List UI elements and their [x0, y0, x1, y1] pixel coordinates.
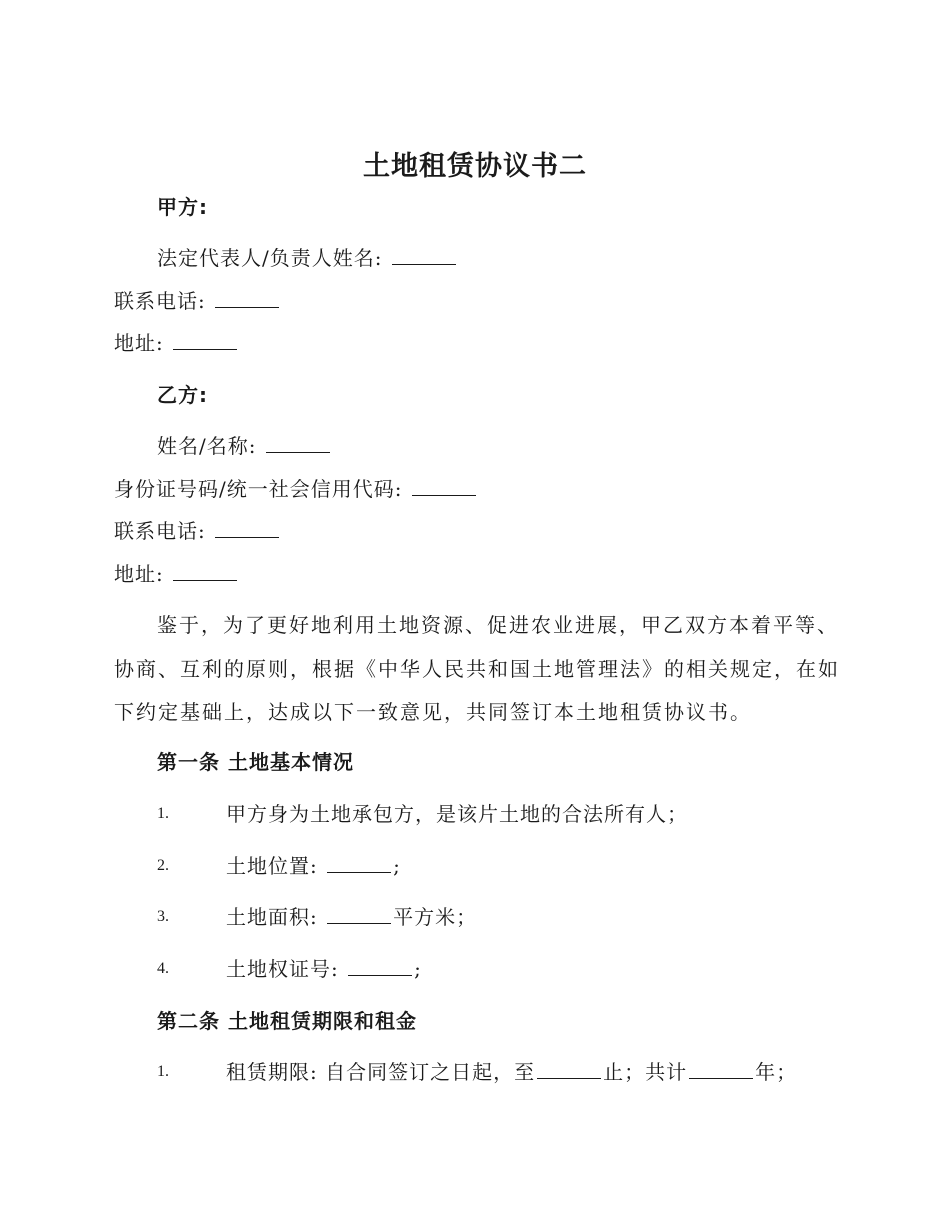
party-a-phone-blank	[215, 287, 279, 308]
article-1-item-2-blank	[327, 852, 391, 873]
article-2-item-1-suffix: 年；	[755, 1060, 798, 1084]
article-1-item-2-label: 土地位置:	[226, 854, 318, 878]
party-b-name-line	[157, 432, 332, 460]
article-1-item-3-blank	[327, 903, 391, 924]
preamble-line-1: 鉴于，为了更好地利用土地资源、促进农业进展，甲乙双方本着平等、	[157, 613, 839, 637]
party-b-id-label: 身份证号码/统一社会信用代码:	[114, 477, 403, 501]
article-1-heading: 第一条 土地基本情况	[157, 750, 354, 774]
party-b-phone-blank	[215, 517, 279, 538]
party-b-name-blank	[266, 432, 330, 453]
party-a-phone-line	[114, 287, 281, 315]
article-2-item-1-mid: 止；共计	[603, 1060, 688, 1084]
party-a-rep-label: 法定代表人/负责人姓名:	[157, 246, 383, 270]
party-a-address-blank	[173, 329, 237, 350]
party-b-address-line	[114, 560, 239, 588]
party-a-address-label: 地址:	[114, 331, 164, 355]
article-1-item-2-line	[226, 852, 401, 880]
party-b-name-label: 姓名/名称:	[157, 434, 257, 458]
party-b-id-blank	[412, 475, 476, 496]
article-2-item-1-label: 租赁期限: 自合同签订之日起，至	[226, 1060, 536, 1084]
article-1-item-4-number: 4.	[157, 960, 169, 977]
party-b-heading: 乙方:	[157, 383, 208, 407]
party-b-id-line	[114, 475, 478, 503]
party-b-address-blank	[173, 560, 237, 581]
article-1-item-4-label: 土地权证号:	[226, 957, 339, 981]
party-a-rep-blank	[392, 244, 456, 265]
article-1-item-3-number: 3.	[157, 908, 169, 925]
document-title: 土地租赁协议书二	[363, 151, 587, 182]
article-1-item-1-text: 甲方身为土地承包方，是该片土地的合法所有人；	[226, 802, 688, 826]
party-a-phone-label: 联系电话:	[114, 289, 206, 313]
article-1-item-3-line	[226, 903, 477, 931]
article-1-item-2-number: 2.	[157, 857, 169, 874]
article-2-item-1-years-blank	[689, 1058, 753, 1079]
preamble-line-3: 下约定基础上，达成以下一致意见，共同签订本土地租赁协议书。	[114, 700, 752, 724]
article-1-item-4-blank	[348, 955, 412, 976]
article-1-item-2-suffix: ;	[393, 854, 401, 878]
article-2-item-1-number: 1.	[157, 1063, 169, 1080]
article-1-item-4-suffix: ;	[414, 957, 422, 981]
article-2-heading: 第二条 土地租赁期限和租金	[157, 1009, 417, 1033]
party-a-rep-line	[157, 244, 458, 272]
article-2-item-1-end-blank	[537, 1058, 601, 1079]
article-1-item-3-label: 土地面积:	[226, 905, 318, 929]
party-b-address-label: 地址:	[114, 562, 164, 586]
article-1-item-4-line	[226, 955, 422, 983]
preamble-line-2: 协商、互利的原则，根据《中华人民共和国土地管理法》的相关规定，在如	[114, 657, 840, 681]
article-1-item-3-suffix: 平方米；	[393, 905, 478, 929]
party-a-address-line	[114, 329, 239, 357]
article-2-item-1-line	[226, 1058, 797, 1086]
party-b-phone-label: 联系电话:	[114, 519, 206, 543]
party-b-phone-line	[114, 517, 281, 545]
article-1-item-1-number: 1.	[157, 805, 169, 822]
party-a-heading: 甲方:	[157, 195, 208, 219]
